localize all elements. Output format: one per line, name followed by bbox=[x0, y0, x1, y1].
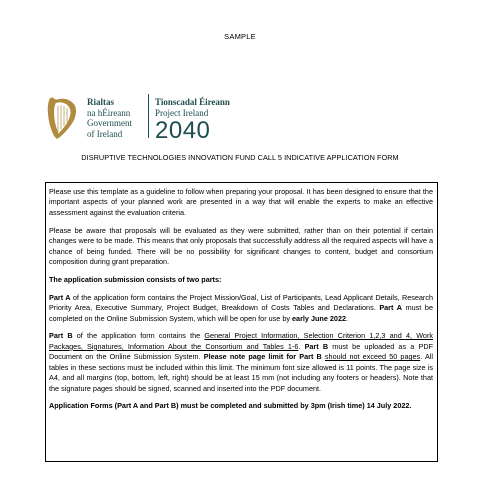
gov-line-2: na hÉireann bbox=[87, 107, 131, 118]
guidance-paragraph-2: Please be aware that proposals will be evaluated as they were submitted, rather than on their potential if certain changes were to be made. This means that only proposals that successfully address all the required aspects will have a chance of being funded. There will be no possibility for significant changes to content, budget and consortium composition during grant preparation. bbox=[49, 225, 433, 266]
part-b-text-5: . All tables in these sections must be included within this limit. The minimum font size allowed is 11 points. The page size is A4, and all margins (top, bottom, left, right) should be at least 15 mm (not including any footers or headers). Note that the signature pages should be signed, scanned and inserted into the PDF document. bbox=[49, 352, 434, 393]
deadline-paragraph: Application Forms (Part A and Part B) must be completed and submitted by 3pm (Irish time) 14 July 2022. bbox=[49, 401, 412, 411]
part-b-text-1: of the application form contains the bbox=[72, 331, 205, 341]
page-limit-note: Please note page limit for Part B bbox=[203, 352, 322, 362]
part-a-paragraph bbox=[49, 293, 433, 324]
gov-line-1: Rialtas bbox=[87, 97, 114, 107]
part-b-label-2: Part B bbox=[304, 341, 329, 351]
part-b-sections: General Project Information, Selection Criterion 1,2,3 and 4, Work Packages, Signatures, Information About the Consortium and Tables 1-6 bbox=[49, 331, 433, 351]
gov-line-4: of Ireland bbox=[87, 128, 123, 139]
part-a-label-2: Part A bbox=[379, 303, 402, 313]
logo-divider bbox=[148, 94, 149, 138]
page-limit: should not exceed 50 pages bbox=[324, 352, 421, 362]
part-a-text-2: must be completed on the Online Submission System, which will be open for use by bbox=[49, 303, 433, 323]
document-title: DISRUPTIVE TECHNOLOGIES INNOVATION FUND CALL 5 INDICATIVE APPLICATION FORM bbox=[81, 153, 399, 162]
guidance-box bbox=[45, 182, 438, 462]
part-b-label: Part B bbox=[49, 331, 73, 341]
pi-year: 2040 bbox=[155, 117, 211, 144]
pi-line-2: Project Ireland bbox=[155, 107, 209, 118]
part-a-date: early June 2022 bbox=[292, 313, 347, 323]
part-a-text-1: of the application form contains the Project Mission/Goal, List of Participants, Lead Applicant Details, Research Priority Area, Executive Summary, Project Budget, Breakdown of Costs Tables and Declarations. bbox=[49, 292, 433, 313]
part-b-text-3: must be uploaded as a PDF Document on the Online Submission System. bbox=[49, 341, 433, 362]
gov-line-3: Government bbox=[87, 118, 132, 128]
harp-icon bbox=[44, 94, 80, 142]
project-ireland-wordmark bbox=[155, 97, 230, 144]
part-a-label: Part A bbox=[49, 292, 71, 302]
part-a-end: . bbox=[346, 313, 349, 323]
pi-line-1: Tionscadal Éireann bbox=[155, 97, 230, 107]
guidance-paragraph-1: Please use this template as a guideline to follow when preparing your proposal. It has been designed to ensure that the important aspects of your planned work are presented in a way that will enable the experts to make an effective assessment against the evaluation criteria. bbox=[49, 187, 433, 217]
part-b-text-2: . bbox=[298, 341, 305, 351]
part-b-paragraph bbox=[49, 331, 433, 393]
submission-parts-heading: The application submission consists of two parts: bbox=[49, 274, 222, 284]
government-of-ireland-wordmark bbox=[87, 97, 147, 139]
sample-watermark: SAMPLE bbox=[224, 32, 256, 41]
